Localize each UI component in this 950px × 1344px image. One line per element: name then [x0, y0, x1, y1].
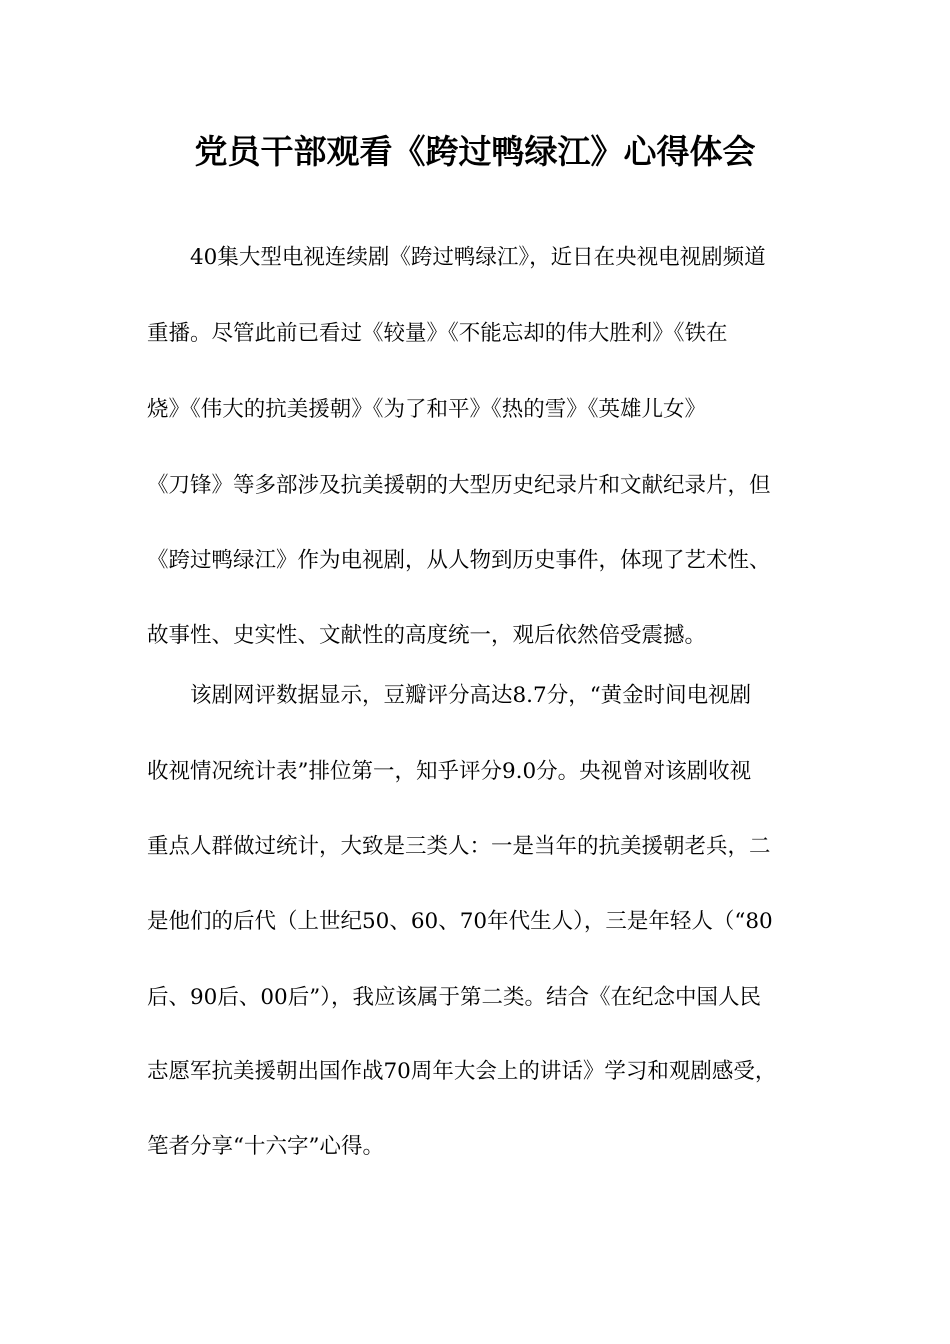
paragraph-2-line: 重点人群做过统计，大致是三类人：一是当年的抗美援朝老兵，二: [147, 834, 771, 859]
paragraph-1-line: 《跨过鸭绿江》作为电视剧，从人物到历史事件，体现了艺术性、: [147, 548, 771, 573]
paragraph-1-line: 烧》《伟大的抗美援朝》《为了和平》《热的雪》《英雄儿女》: [147, 397, 707, 422]
paragraph-2-line: 是他们的后代（上世纪50、60、70年代生人），三是年轻人（“80: [147, 909, 773, 934]
paragraph-1-line: 故事性、史实性、文献性的高度统一，观后依然倍受震撼。: [147, 623, 707, 648]
document-title: 党员干部观看《跨过鸭绿江》心得体会: [194, 132, 756, 171]
paragraph-2-line: 收视情况统计表”排位第一，知乎评分9.0分。央视曾对该剧收视: [147, 759, 752, 784]
paragraph-2-line: 志愿军抗美援朝出国作战70周年大会上的讲话》学习和观剧感受，: [147, 1059, 777, 1084]
paragraph-1-line: 重播。尽管此前已看过《较量》《不能忘却的伟大胜利》《铁在: [147, 321, 728, 346]
paragraph-1-line: 40集大型电视连续剧《跨过鸭绿江》，近日在央视电视剧频道: [190, 245, 766, 270]
paragraph-1-line: 《刀锋》等多部涉及抗美援朝的大型历史纪录片和文献纪录片，但: [147, 473, 771, 498]
paragraph-2-line: 笔者分享“十六字”心得。: [147, 1134, 384, 1159]
paragraph-2-line: 该剧网评数据显示，豆瓣评分高达8.7分，“黄金时间电视剧: [190, 683, 752, 708]
paragraph-2-line: 后、90后、00后”），我应该属于第二类。结合《在纪念中国人民: [147, 985, 761, 1010]
